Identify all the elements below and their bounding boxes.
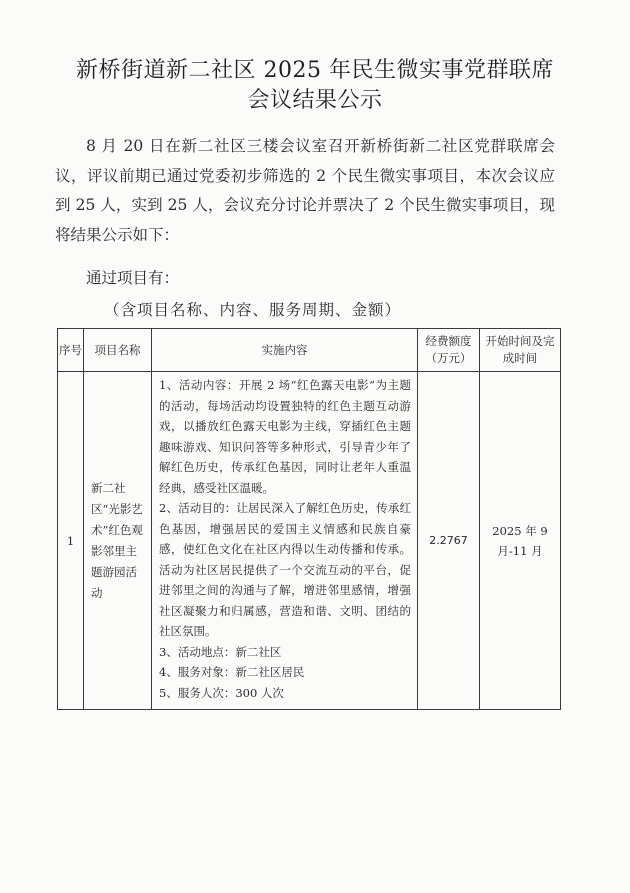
passed-projects-label: 通过项目有： [86, 269, 180, 287]
content-item: 5、服务人次：300 人次 [159, 685, 284, 700]
row-content [152, 372, 418, 710]
row-seq: 1 [58, 372, 84, 710]
title-line-1: 新桥街道新二社区 2025 年民生微实事党群联席 [76, 58, 554, 83]
header-content: 实施内容 [152, 329, 418, 372]
fields-note: （含项目名称、内容、服务周期、金额） [104, 301, 402, 319]
header-name: 项目名称 [84, 329, 152, 372]
intro-paragraph: 8 月 20 日在新二社区三楼会议室召开新桥街新二社区党群联席会议，评议前期已通过党委初步筛选的 2 个民生微实事项目，本次会议应到 25 人，实到 25 人，会议充分讨论并票决了 2 个民生微实事项目，现将结果公示如下： [55, 137, 555, 244]
table-header-row [58, 329, 561, 372]
content-item: 3、活动地点：新二社区 [159, 644, 282, 659]
row-amount: 2.2767 [418, 372, 480, 710]
title-line-2: 会议结果公示 [247, 88, 383, 113]
document-title [40, 56, 590, 116]
content-item: 2、活动目的：让居民深入了解红色历史，传承红色基因，增强居民的爱国主义情感和民族自豪感，使红色文化在社区内得以生动传播和传承。活动为社区居民提供了一个交流互动的平台，促进邻里之间的沟通与了解，增进邻里感情，增强社区凝聚力和归属感，营造和谐、文明、团结的社区氛围。 [159, 501, 411, 638]
content-item: 1、活动内容：开展 2 场“红色露天电影”为主题的活动，每场活动均设置独特的红色主题互动游戏，以播放红色露天电影为主线，穿插红色主题趣味游戏、知识问答等多种形式，引导青少年了解红色历史，传承红色基因，同时让老年人重温经典，感受社区温暖。 [159, 378, 411, 495]
table-row [58, 372, 561, 710]
row-project-name: 新二社区“光影艺术”红色观影邻里主题游园活动 [84, 372, 152, 710]
row-time: 2025 年 9 月-11 月 [480, 372, 561, 710]
content-item: 4、服务对象：新二社区居民 [159, 665, 305, 679]
project-table [57, 328, 561, 710]
header-time: 开始时间及完成时间 [480, 329, 561, 372]
header-amount: 经费额度（万元） [418, 329, 480, 372]
header-seq: 序号 [58, 329, 84, 372]
